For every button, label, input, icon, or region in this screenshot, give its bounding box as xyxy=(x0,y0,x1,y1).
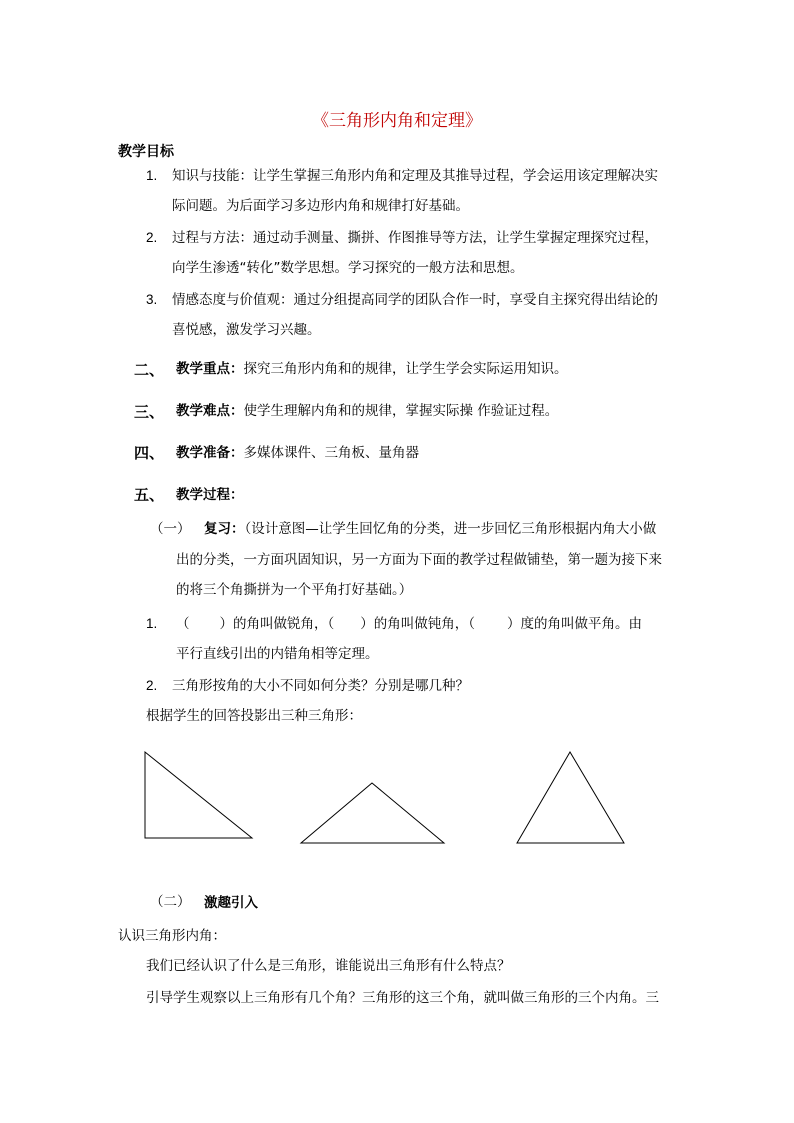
intro-number: （二） xyxy=(150,894,191,910)
section-label: 教学难点： xyxy=(176,403,244,419)
right-triangle xyxy=(145,752,252,838)
question-part: ）度的角叫做平角。由 xyxy=(507,616,642,632)
section-label: 教学过程： xyxy=(176,487,244,503)
acute-triangle xyxy=(517,752,624,843)
question-part: （ xyxy=(176,616,190,632)
section-label: 教学准备： xyxy=(176,445,244,461)
section-number: 五、 xyxy=(134,486,165,504)
review-number: （一） xyxy=(150,521,191,537)
objective-number-2: 2. xyxy=(146,230,158,245)
intro-line: 我们已经认识了什么是三角形，谁能说出三角形有什么特点？ xyxy=(146,958,511,974)
obtuse-triangle xyxy=(301,783,444,843)
intro-line: 引导学生观察以上三角形有几个角？三角形的这三个角，就叫做三角形的三个内角。三 xyxy=(146,990,659,1006)
review-line: 的将三个角撕拼为一个平角打好基础。） xyxy=(176,582,413,598)
objective-line: 情感态度与价值观：通过分组提高同学的团队合作一时，享受自主探究得出结论的 xyxy=(172,292,658,308)
review-label: 复习： xyxy=(204,521,245,537)
question-part: ）的角叫做钝角，（ xyxy=(360,616,475,632)
objective-line: 际问题。为后面学习多边形内角和规律打好基础。 xyxy=(172,198,469,214)
objective-number-3: 3. xyxy=(146,292,158,307)
question-number-1: 1. xyxy=(146,616,158,631)
section-number: 三、 xyxy=(134,403,165,421)
objective-line: 喜悦感，激发学习兴趣。 xyxy=(172,322,321,338)
question-number-2: 2. xyxy=(146,678,158,693)
section-text: 多媒体课件、三角板、量角器 xyxy=(243,445,419,461)
section-text: 使学生理解内角和的规律，掌握实际操 作验证过程。 xyxy=(243,403,559,419)
document-title: 《三角形内角和定理》 xyxy=(312,111,482,131)
question-part: ）的角叫做锐角，（ xyxy=(219,616,335,632)
review-text: （设计意图—让学生回忆角的分类，进一步回忆三角形根据内角大小做 xyxy=(244,521,657,537)
section-heading-objectives: 教学目标 xyxy=(118,144,174,160)
objective-line: 知识与技能：让学生掌握三角形内角和定理及其推导过程，学会运用该定理解决实 xyxy=(172,168,658,184)
intro-label: 激趣引入 xyxy=(204,895,258,911)
objective-number-1: 1. xyxy=(146,168,158,183)
objective-line: 向学生渗透“转化”数学思想。学习探究的一般方法和思想。 xyxy=(172,260,524,276)
objective-line: 过程与方法：通过动手测量、撕拼、作图推导等方法，让学生掌握定理探究过程， xyxy=(172,230,658,246)
section-number: 四、 xyxy=(134,444,165,462)
question-line: 平行直线引出的内错角相等定理。 xyxy=(176,646,379,662)
review-line: 出的分类，一方面巩固知识，另一方面为下面的教学过程做铺垫，第一题为接下来 xyxy=(176,552,662,568)
intro-line: 认识三角形内角： xyxy=(118,928,226,944)
section-number: 二、 xyxy=(134,361,165,379)
projection-text: 根据学生的回答投影出三种三角形： xyxy=(146,708,362,724)
question-line: 三角形按角的大小不同如何分类？分别是哪几种？ xyxy=(172,678,469,694)
section-text: 探究三角形内角和的规律，让学生学会实际运用知识。 xyxy=(243,361,568,377)
section-label: 教学重点： xyxy=(176,361,244,377)
